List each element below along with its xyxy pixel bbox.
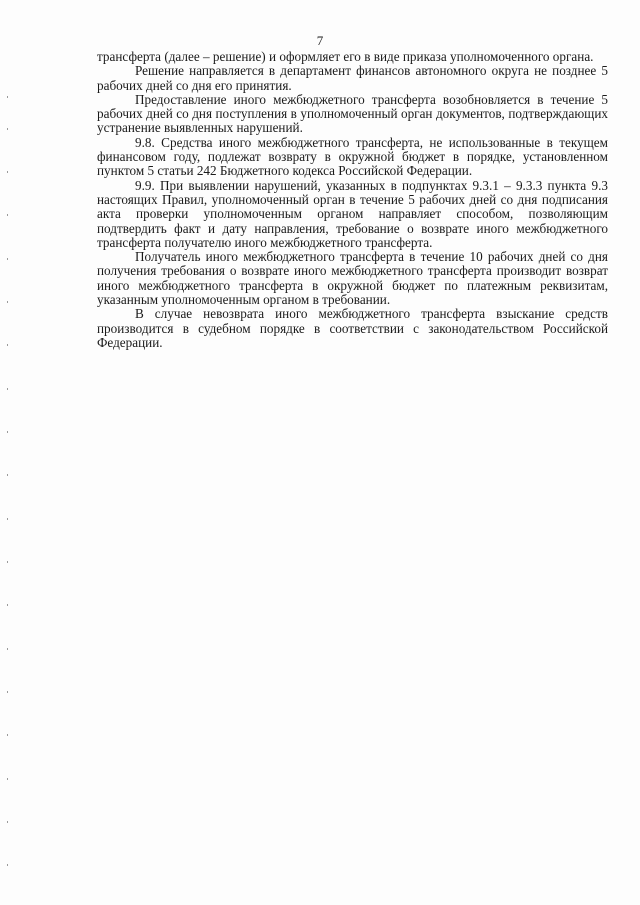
binding-mark (7, 128, 8, 130)
binding-mark (7, 821, 8, 823)
binding-mark (7, 214, 8, 216)
paragraph: В случае невозврата иного межбюджетного трансферта взыскание средств производится в судебном порядке в соответствии с законодательством Российской Федерации. (97, 306, 608, 350)
binding-mark (7, 301, 8, 303)
document-body (97, 50, 608, 350)
paragraph: трансферта (далее – решение) и оформляет его в виде приказа уполномоченного органа. (97, 49, 594, 64)
binding-mark (7, 431, 8, 433)
paragraph: 9.8. Средства иного межбюджетного трансферта, не использованные в текущем финансовом году, подлежат возврату в окружной бюджет в порядке, установленном пунктом 5 статьи 242 Бюджетного кодекса Российской Федерации. (97, 134, 608, 179)
binding-mark (7, 604, 8, 606)
binding-mark (7, 474, 8, 476)
binding-mark (7, 561, 8, 563)
binding-mark (7, 258, 8, 260)
binding-mark (7, 388, 8, 390)
paragraph: Получатель иного межбюджетного трансферта в течение 10 рабочих дней со дня получения требования о возврате иного межбюджетного трансферта производит возврат иного межбюджетного трансферта в окружной бюджет по платежным реквизитам, указанным уполномоченным органом в требовании. (97, 249, 608, 308)
paragraph: Предоставление иного межбюджетного трансферта возобновляется в течение 5 рабочих дней со дня поступления в уполномоченный орган документов, подтверждающих устранение выявленных нарушений. (97, 91, 608, 136)
binding-mark (7, 648, 8, 650)
page-number: 7 (316, 33, 324, 48)
binding-mark (7, 96, 8, 98)
binding-mark (7, 734, 8, 736)
binding-mark (7, 171, 8, 173)
binding-mark (7, 864, 8, 866)
paragraph: Решение направляется в департамент финансов автономного округа не позднее 5 рабочих дней со дня его принятия. (97, 63, 608, 93)
paragraph: 9.9. При выявлении нарушений, указанных в подпунктах 9.3.1 – 9.3.3 пункта 9.3 настоящих Правил, уполномоченный орган в течение 5 рабочих дней со дня подписания акта проверки уполномоченным органом направляет способом, позволяющим подтвердить факт и дату направления, требование о возврате иного межбюджетного трансферта получателю иного межбюджетного трансферта. (97, 177, 608, 250)
binding-mark (7, 518, 8, 520)
binding-mark (7, 344, 8, 346)
binding-mark (7, 691, 8, 693)
binding-mark (7, 778, 8, 780)
